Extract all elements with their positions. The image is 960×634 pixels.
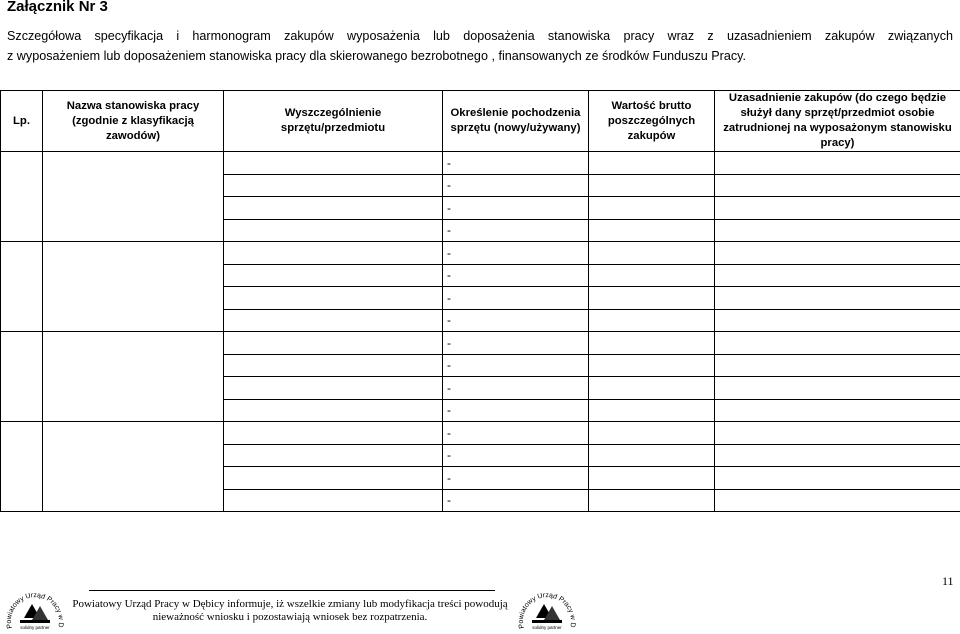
page-title: Załącznik Nr 3 [7, 0, 108, 15]
gross-value-cell[interactable] [589, 174, 715, 197]
footer-divider [89, 590, 495, 591]
justification-cell[interactable] [715, 152, 960, 175]
justification-cell[interactable] [715, 354, 960, 377]
origin-cell[interactable]: - [443, 444, 589, 467]
lp-cell[interactable] [1, 422, 43, 512]
justification-cell[interactable] [715, 197, 960, 220]
equipment-cell[interactable] [224, 489, 443, 512]
header-equipment: Wyszczególnienie sprzętu/przedmiotu [224, 91, 443, 152]
equipment-cell[interactable] [224, 242, 443, 265]
position-name-cell[interactable] [43, 332, 224, 422]
origin-cell[interactable]: - [443, 354, 589, 377]
justification-cell[interactable] [715, 332, 960, 355]
equipment-cell[interactable] [224, 174, 443, 197]
intro-line-2: z wyposażeniem lub doposażeniem stanowiska pracy dla skierowanego bezrobotnego , finansowanych ze środków Funduszu Pracy. [7, 49, 747, 63]
intro-paragraph [7, 26, 953, 66]
gross-value-cell[interactable] [589, 219, 715, 242]
equipment-cell[interactable] [224, 152, 443, 175]
logo-text-left: Powiatowy Urząd Pracy w D [6, 592, 64, 630]
equipment-cell[interactable] [224, 287, 443, 310]
origin-cell[interactable]: - [443, 174, 589, 197]
page-number: 11 [942, 574, 954, 588]
justification-cell[interactable] [715, 174, 960, 197]
gross-value-cell[interactable] [589, 242, 715, 265]
header-lp: Lp. [1, 91, 43, 152]
gross-value-cell[interactable] [589, 399, 715, 422]
justification-cell[interactable] [715, 422, 960, 445]
equipment-cell[interactable] [224, 399, 443, 422]
table-row [1, 422, 960, 445]
table-header-row [1, 91, 960, 152]
justification-cell[interactable] [715, 309, 960, 332]
equipment-cell[interactable] [224, 264, 443, 287]
position-name-cell[interactable] [43, 422, 224, 512]
header-gross-value: Wartość brutto poszczególnych zakupów [589, 91, 715, 152]
logo-sub-right: solidny partner [532, 625, 562, 630]
origin-cell[interactable]: - [443, 377, 589, 400]
equipment-cell[interactable] [224, 467, 443, 490]
justification-cell[interactable] [715, 489, 960, 512]
gross-value-cell[interactable] [589, 422, 715, 445]
origin-cell[interactable]: - [443, 467, 589, 490]
pup-logo-left [6, 582, 64, 634]
origin-cell[interactable]: - [443, 489, 589, 512]
header-origin: Określenie pochodzenia sprzętu (nowy/używany) [443, 91, 589, 152]
header-justification: Uzasadnienie zakupów (do czego będzie służył dany sprzęt/przedmiot osobie zatrudnionej na wyposażonym stanowisku pracy) [715, 91, 960, 152]
intro-line-1: Szczegółowa specyfikacja i harmonogram zakupów wyposażenia lub doposażenia stanowiska pracy wraz z uzasadnieniem zakupów związanych [7, 29, 953, 43]
equipment-cell[interactable] [224, 422, 443, 445]
origin-cell[interactable]: - [443, 219, 589, 242]
gross-value-cell[interactable] [589, 287, 715, 310]
footer-notice [60, 598, 520, 624]
justification-cell[interactable] [715, 377, 960, 400]
header-position-name: Nazwa stanowiska pracy (zgodnie z klasyfikacją zawodów) [43, 91, 224, 152]
origin-cell[interactable]: - [443, 287, 589, 310]
table-row [1, 242, 960, 265]
justification-cell[interactable] [715, 264, 960, 287]
equipment-cell[interactable] [224, 197, 443, 220]
origin-cell[interactable]: - [443, 264, 589, 287]
origin-cell[interactable]: - [443, 399, 589, 422]
lp-cell[interactable] [1, 152, 43, 242]
equipment-cell[interactable] [224, 332, 443, 355]
footer-notice-line-1: Powiatowy Urząd Pracy w Dębicy informuje, iż wszelkie zmiany lub modyfikacja treści powodują [72, 598, 508, 610]
origin-cell[interactable]: - [443, 422, 589, 445]
gross-value-cell[interactable] [589, 332, 715, 355]
equipment-cell[interactable] [224, 377, 443, 400]
specification-table [0, 90, 960, 512]
lp-cell[interactable] [1, 332, 43, 422]
justification-cell[interactable] [715, 467, 960, 490]
origin-cell[interactable]: - [443, 242, 589, 265]
gross-value-cell[interactable] [589, 197, 715, 220]
table-row [1, 152, 960, 175]
justification-cell[interactable] [715, 444, 960, 467]
origin-cell[interactable]: - [443, 309, 589, 332]
origin-cell[interactable]: - [443, 152, 589, 175]
justification-cell[interactable] [715, 287, 960, 310]
gross-value-cell[interactable] [589, 309, 715, 332]
gross-value-cell[interactable] [589, 467, 715, 490]
equipment-cell[interactable] [224, 219, 443, 242]
origin-cell[interactable]: - [443, 197, 589, 220]
equipment-cell[interactable] [224, 444, 443, 467]
logo-text-right: Powiatowy Urząd Pracy w D [518, 592, 576, 630]
position-name-cell[interactable] [43, 152, 224, 242]
justification-cell[interactable] [715, 242, 960, 265]
gross-value-cell[interactable] [589, 377, 715, 400]
logo-sub-left: solidny partner [20, 625, 50, 630]
footer-notice-line-2: nieważność wniosku i pozostawiają wniosek bez rozpatrzenia. [152, 611, 428, 623]
gross-value-cell[interactable] [589, 489, 715, 512]
equipment-cell[interactable] [224, 354, 443, 377]
pup-logo-right [518, 582, 576, 634]
gross-value-cell[interactable] [589, 444, 715, 467]
table-row [1, 332, 960, 355]
position-name-cell[interactable] [43, 242, 224, 332]
origin-cell[interactable]: - [443, 332, 589, 355]
justification-cell[interactable] [715, 219, 960, 242]
gross-value-cell[interactable] [589, 354, 715, 377]
gross-value-cell[interactable] [589, 264, 715, 287]
lp-cell[interactable] [1, 242, 43, 332]
equipment-cell[interactable] [224, 309, 443, 332]
gross-value-cell[interactable] [589, 152, 715, 175]
table-body [1, 152, 960, 512]
justification-cell[interactable] [715, 399, 960, 422]
